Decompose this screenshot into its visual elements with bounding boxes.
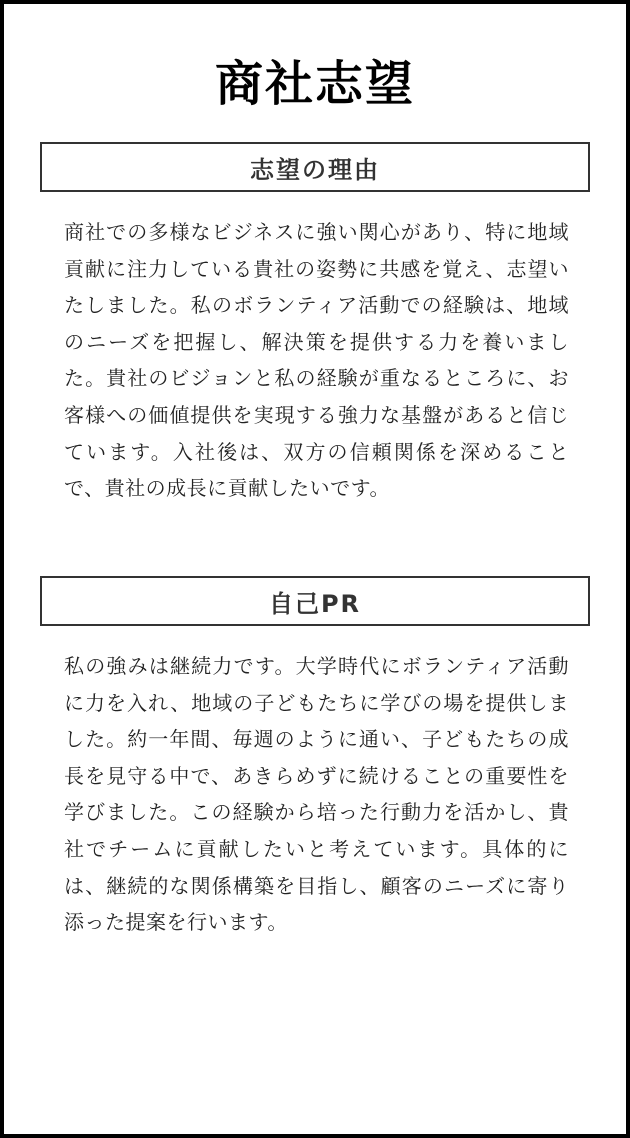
motivation-body: 商社での多様なビジネスに強い関心があり、特に地域貢献に注力している貴社の姿勢に共感を覚え、志望いたしました。私のボランティア活動での経験は、地域のニーズを把握し、解決策を提供する力を養いました。貴社のビジョンと私の経験が重なるところに、お客様への価値提供を実現する強力な基盤があると信じています。入社後は、双方の信頼関係を深めることで、貴社の成長に貢献したいです。	[64, 220, 569, 501]
page-title: 商社志望	[214, 56, 415, 112]
motivation-heading: 志望の理由	[40, 142, 590, 192]
self-pr-body: 私の強みは継続力です。大学時代にボランティア活動に力を入れ、地域の子どもたちに学びの場を提供しました。約一年間、毎週のように通い、子どもたちの成長を見守る中で、あきらめずに続けることの重要性を学びました。この経験から培った行動力を活かし、貴社でチームに貢献したいと考えています。具体的には、継続的な関係構築を目指し、顧客のニーズに寄り添った提案を行います。	[64, 654, 569, 935]
self-pr-heading: 自己PR	[40, 576, 590, 626]
